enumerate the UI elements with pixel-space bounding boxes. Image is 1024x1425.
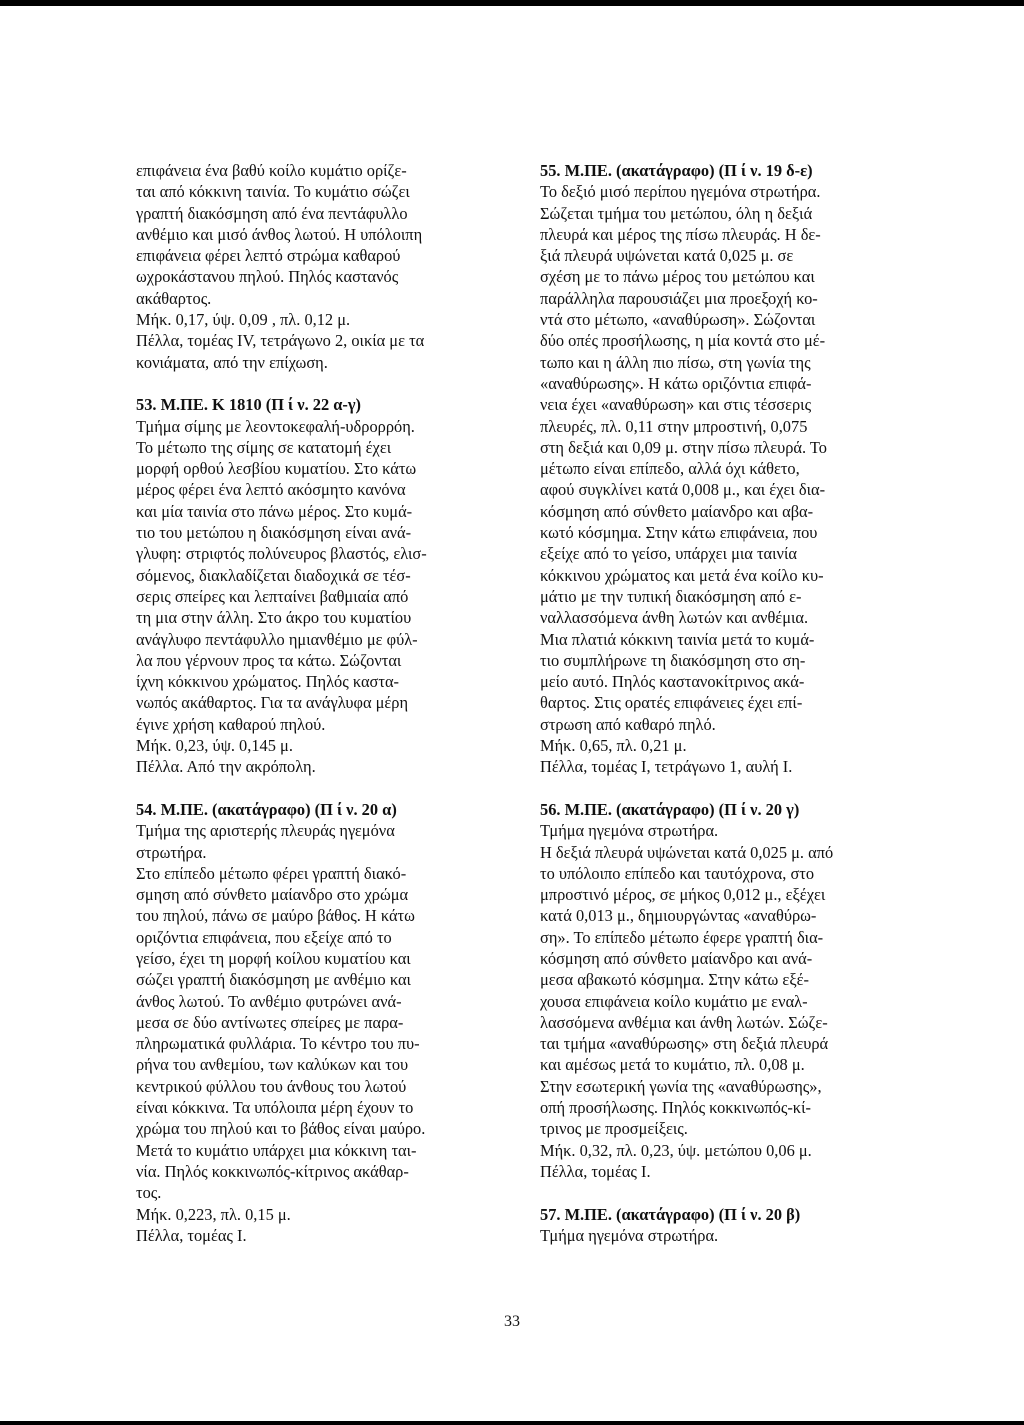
text-line: μπροστινό μέρος, σε μήκος 0,012 μ., εξέχει (540, 885, 826, 905)
text-line: Τμήμα ηγεμόνα στρωτήρα. (540, 1225, 719, 1245)
text-line: ντά στο μέτωπο, «αναθύρωση». Σώζονται (540, 310, 816, 330)
entry-heading: 54. Μ.ΠΕ. (ακατάγραφο) (Π ί ν. 20 α) (136, 799, 397, 819)
text-line: Τμήμα ηγεμόνα στρωτήρα. (540, 821, 719, 841)
left-column (136, 160, 472, 1246)
text-line: Μια πλατιά κόκκινη ταινία μετά το κυμά- (540, 629, 815, 649)
text-line: κονιάματα, από την επίχωση. (136, 352, 328, 372)
text-line: κόκκινου χρώματος και μετά ένα κοίλο κυ- (540, 565, 824, 585)
text-line: τρινος με προσμείξεις. (540, 1119, 688, 1139)
entry-54 (136, 799, 472, 1246)
text-line: μείο αυτό. Πηλός καστανοκίτρινος ακά- (540, 672, 805, 692)
text-line: σχέση με το πάνω μέρος του μετώπου και (540, 267, 815, 287)
text-line: μεσα αβακωτό κόσμημα. Στην κάτω εξέ- (540, 970, 809, 990)
text-line: ίχνη κόκκινου χρώματος. Πηλός καστα- (136, 672, 400, 692)
text-line: χρώμα του πηλού και το βάθος είναι μαύρο. (136, 1119, 426, 1139)
text-line: νωπός ακάθαρτος. Για τα ανάγλυφα μέρη (136, 693, 409, 713)
text-line: ξιά πλευρά υψώνεται κατά 0,025 μ. σε (540, 246, 794, 266)
text-line: γείσο, έχει τη μορφή κοίλου κυματίου και (136, 948, 411, 968)
text-line: στρωτήρα. (136, 842, 207, 862)
text-line: στη δεξιά και 0,09 μ. στην πίσω πλευρά. Το (540, 437, 827, 457)
text-line: πληρωματικά φυλλάρια. Το κέντρο του πυ- (136, 1034, 420, 1054)
entry-53 (136, 394, 472, 777)
text-line: Μήκ. 0,23, ύψ. 0,145 μ. (136, 736, 293, 756)
text-line: Πέλλα, τομέας I, τετράγωνο 1, αυλή I. (540, 757, 793, 777)
text-line: δύο οπές προσήλωσης, η μία κοντά στο μέ- (540, 331, 826, 351)
text-line: ναλλασσόμενα άνθη λωτών και ανθέμια. (540, 608, 809, 628)
text-line: Τμήμα της αριστερής πλευράς ηγεμόνα (136, 821, 395, 841)
text-line: Το μέτωπο της σίμης σε κατατομή έχει (136, 437, 392, 457)
text-line: «αναθύρωσης». Η κάτω οριζόντια επιφά- (540, 373, 812, 393)
top-border (0, 0, 1024, 6)
entry-heading: 53. Μ.ΠΕ. Κ 1810 (Π ί ν. 22 α-γ) (136, 395, 361, 415)
text-line: ση». Το επίπεδο μέτωπο έφερε γραπτή δια- (540, 927, 824, 947)
text-line: τη μια στην άλλη. Στο άκρο του κυματίου (136, 608, 412, 628)
text-line: σώζει γραπτή διακόσμηση με ανθέμιο και (136, 970, 411, 990)
entry-heading: 55. Μ.ΠΕ. (ακατάγραφο) (Π ί ν. 19 δ-ε) (540, 161, 813, 180)
entry-heading: 57. Μ.ΠΕ. (ακατάγραφο) (Π ί ν. 20 β) (540, 1204, 801, 1224)
text-line: Στην εσωτερική γωνία της «αναθύρωσης», (540, 1076, 822, 1096)
text-line: ανθέμιο και μισό άνθος λωτού. Η υπόλοιπη (136, 224, 423, 244)
text-line: άνθος λωτού. Το ανθέμιο φυτρώνει ανά- (136, 991, 402, 1011)
text-line: θαρτος. Στις ορατές επιφάνειες έχει επί- (540, 693, 803, 713)
text-line: γραπτή διακόσμηση από ένα πεντάφυλλο (136, 203, 408, 223)
text-line: τιο του μετώπου η διακόσμηση είναι ανά- (136, 523, 412, 543)
text-line: εξείχε από το γείσο, υπάρχει μια ταινία (540, 544, 797, 564)
right-column (540, 160, 876, 1246)
text-line: σμηση από σύνθετο μαίανδρο στο χρώμα (136, 885, 409, 905)
text-line: μορφή ορθού λεσβίου κυματίου. Στο κάτω (136, 459, 417, 479)
text-line: Πέλλα, τομέας I. (136, 1225, 247, 1245)
text-line: κόσμηση από σύνθετο μαίανδρο και ανά- (540, 948, 813, 968)
text-line: παράλληλα παρουσιάζει μια προεξοχή κο- (540, 288, 818, 308)
text-line: Μήκ. 0,17, ύψ. 0,09 , πλ. 0,12 μ. (136, 310, 351, 330)
text-line: κωτό κόσμημα. Στην κάτω επιφάνεια, που (540, 523, 818, 543)
text-line: ται από κόκκινη ταινία. Το κυμάτιο σώζει (136, 182, 410, 202)
text-line: ρήνα του ανθεμίου, των καλύκων και του (136, 1055, 409, 1075)
text-line: επιφάνεια φέρει λεπτό στρώμα καθαρού (136, 246, 401, 266)
text-line: λα που γέρνουν προς τα κάτω. Σώζονται (136, 650, 402, 670)
text-line: και αμέσως μετά το κυμάτιο, πλ. 0,08 μ. (540, 1055, 805, 1075)
text-line: πλευρά και μέρος της πίσω πλευράς. Η δε- (540, 224, 821, 244)
text-line: Τμήμα σίμης με λεοντοκεφαλή-υδρορρόη. (136, 416, 415, 436)
text-line: μέτωπο είναι επίπεδο, αλλά όχι κάθετο, (540, 459, 800, 479)
text-line: χουσα επιφάνεια κοίλο κυμάτιο με εναλ- (540, 991, 808, 1011)
entry-heading: 56. Μ.ΠΕ. (ακατάγραφο) (Π ί ν. 20 γ) (540, 799, 800, 819)
text-line: Σώζεται τμήμα του μετώπου, όλη η δεξιά (540, 203, 813, 223)
text-line: Πέλλα, τομέας I. (540, 1161, 651, 1181)
text-line: Πέλλα. Από την ακρόπολη. (136, 757, 316, 777)
text-line: είναι κόκκινα. Τα υπόλοιπα μέρη έχουν το (136, 1098, 414, 1118)
text-line: Μήκ. 0,32, πλ. 0,23, ύψ. μετώπου 0,06 μ. (540, 1140, 812, 1160)
text-line: λασσόμενα ανθέμια και άνθη λωτών. Σώζε- (540, 1012, 828, 1032)
text-line: γλυφη: στριφτός πολύνευρος βλαστός, ελισ- (136, 544, 427, 564)
text-line: και μία ταινία στο πάνω μέρος. Στο κυμά- (136, 501, 413, 521)
text-line: αφού συγκλίνει κατά 0,008 μ., και έχει δια- (540, 480, 826, 500)
text-line: οριζόντια επιφάνεια, που εξείχε από το (136, 927, 392, 947)
bottom-border (0, 1421, 1024, 1425)
text-line: του πηλού, πάνω σε μαύρο βάθος. Η κάτω (136, 906, 415, 926)
text-line: Μήκ. 0,223, πλ. 0,15 μ. (136, 1204, 291, 1224)
text-line: τιο συμπλήρωνε τη διακόσμηση στο ση- (540, 650, 806, 670)
text-line: κόσμηση από σύνθετο μαίανδρο και αβα- (540, 501, 814, 521)
text-line: μεσα σε δύο αντίνωτες σπείρες με παρα- (136, 1012, 404, 1032)
text-line: Το δεξιό μισό περίπου ηγεμόνα στρωτήρα. (540, 182, 821, 202)
text-line: σερις σπείρες και λεπταίνει βαθμιαία από (136, 586, 409, 606)
text-line: ανάγλυφο πεντάφυλλο ημιανθέμιο με φύλ- (136, 629, 418, 649)
text-line: νεια έχει «αναθύρωση» και στις τέσσερις (540, 395, 812, 415)
text-line: πλευρές, πλ. 0,11 στην μπροστινή, 0,075 (540, 416, 808, 436)
text-line: Πέλλα, τομέας IV, τετράγωνο 2, οικία με τα (136, 331, 425, 351)
text-line: Μήκ. 0,65, πλ. 0,21 μ. (540, 736, 687, 756)
text-line: κεντρικού φύλλου του άνθους του λωτού (136, 1076, 407, 1096)
text-line: Μετά το κυμάτιο υπάρχει μια κόκκινη ται- (136, 1140, 417, 1160)
text-line: ωχροκάστανου πηλού. Πηλός καστανός (136, 267, 399, 287)
text-line: επιφάνεια ένα βαθύ κοίλο κυμάτιο ορίζε- (136, 161, 407, 180)
text-line: Στο επίπεδο μέτωπο φέρει γραπτή διακό- (136, 863, 407, 883)
entry-55 (540, 160, 876, 778)
text-line: στρωση από καθαρό πηλό. (540, 714, 716, 734)
text-line: έγινε χρήση καθαρού πηλού. (136, 714, 326, 734)
text-line: Η δεξιά πλευρά υψώνεται κατά 0,025 μ. από (540, 842, 834, 862)
text-line: ακάθαρτος. (136, 288, 212, 308)
text-line: σόμενος, διακλαδίζεται διαδοχικά σε τέσ- (136, 565, 411, 585)
page-number: 33 (504, 1313, 520, 1330)
text-line: οπή προσήλωσης. Πηλός κοκκινωπός-κί- (540, 1098, 811, 1118)
entry-56 (540, 799, 876, 1182)
text-line: μάτιο με την τυπική διακόσμηση από ε- (540, 586, 802, 606)
text-line: ται τμήμα «αναθύρωσης» στη δεξιά πλευρά (540, 1034, 829, 1054)
text-line: το υπόλοιπο επίπεδο και ταυτόχρονα, στο (540, 863, 815, 883)
entry-lead (136, 160, 472, 373)
text-line: κατά 0,013 μ., δημιουργώντας «αναθύρω- (540, 906, 817, 926)
text-line: τωπο και η άλλη πιο πίσω, στη γωνία της (540, 352, 811, 372)
text-line: τος. (136, 1183, 162, 1203)
text-line: νία. Πηλός κοκκινωπός-κίτρινος ακάθαρ- (136, 1161, 409, 1181)
text-line: μέρος φέρει ένα λεπτό ακόσμητο κανόνα (136, 480, 406, 500)
entry-57 (540, 1204, 876, 1247)
